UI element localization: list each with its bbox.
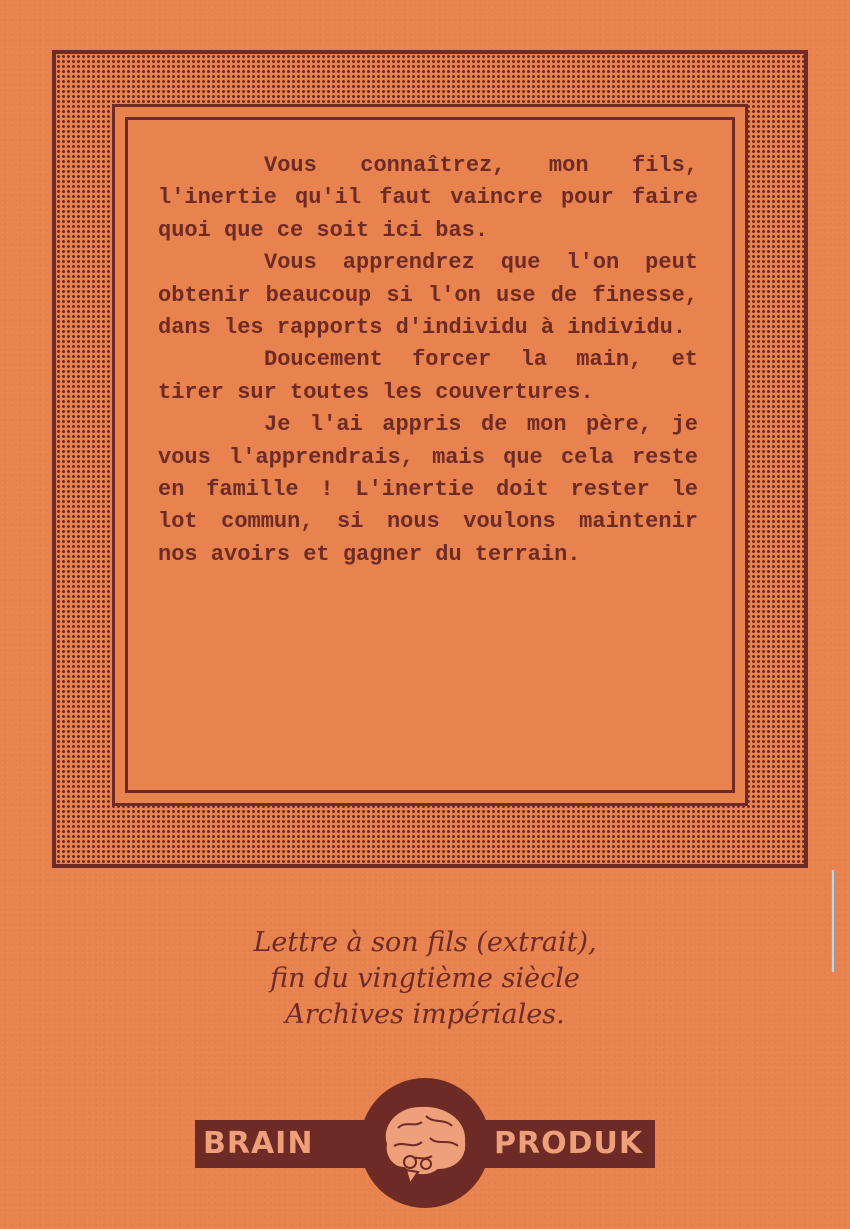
staple: [831, 870, 835, 972]
handwritten-caption: [170, 925, 680, 1033]
paragraph-2: Vous apprendrez que l'on peut obtenir beaucoup si l'on use de finesse, dans les rapports d'individu à individu.: [158, 250, 698, 341]
letter-text: [158, 150, 698, 571]
logo-word-brain: BRAIN: [203, 1126, 314, 1161]
caption-line-1: Lettre à son fils (extrait),: [253, 927, 597, 958]
logo-word-produk: PRODUK: [494, 1126, 644, 1161]
paragraph-3: Doucement forcer la main, et tirer sur toutes les couvertures.: [158, 347, 698, 405]
paragraph-4: Je l'ai appris de mon père, je vous l'apprendrais, mais que cela reste en famille ! L'inertie doit rester le lot commun, si nous voulons maintenir nos avoirs et gagner du terrain.: [158, 412, 698, 567]
caption-line-3: Archives impériales.: [285, 999, 565, 1030]
paragraph-1: Vous connaîtrez, mon fils, l'inertie qu'il faut vaincre pour faire quoi que ce soit ici bas.: [158, 153, 698, 243]
brain-icon: [376, 1098, 474, 1188]
caption-line-2: fin du vingtième siècle: [270, 963, 580, 994]
